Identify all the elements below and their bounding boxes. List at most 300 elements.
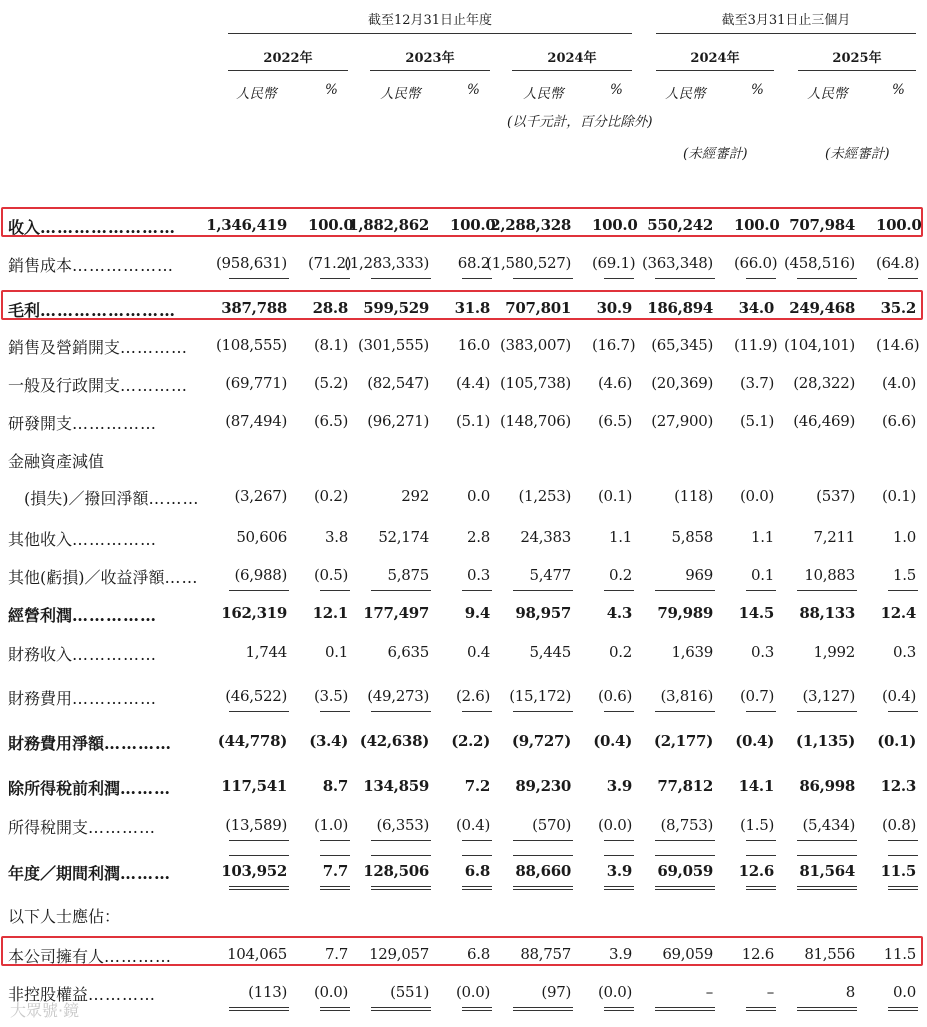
row-label (8, 335, 188, 358)
year-2024-rule (512, 70, 632, 71)
percent-cell: (3.5) (313, 687, 348, 705)
percent-cell: (0.1) (597, 487, 632, 505)
percent-cell: (1.5) (739, 816, 774, 834)
percent-cell: 8.7 (322, 777, 348, 795)
total-rule-top (320, 855, 350, 856)
leader-dots: ……………… (72, 256, 175, 275)
amount-cell: 24,383 (520, 528, 571, 546)
subtotal-rule (320, 278, 350, 279)
amount-cell: 50,606 (236, 528, 287, 546)
total-double-rule (604, 886, 634, 890)
percent-cell: 6.8 (467, 945, 490, 963)
amount-cell: (9,727) (511, 732, 571, 750)
percent-cell: (64.8) (876, 254, 920, 272)
percent-cell: 1.1 (609, 528, 632, 546)
amount-cell: 1,639 (671, 643, 713, 661)
row-label-text: 財務收入 (8, 645, 73, 664)
percent-cell: 0.0 (893, 983, 916, 1001)
leader-dots: …………… (72, 645, 158, 664)
group-header-year-rule (228, 33, 632, 34)
amount-cell: 2,288,328 (490, 216, 571, 234)
amount-cell: 98,957 (515, 604, 571, 622)
amount-cell: (1,283,333) (344, 254, 429, 272)
row-label (8, 527, 157, 550)
percent-cell: (0.0) (313, 983, 348, 1001)
amount-cell: 89,230 (515, 777, 571, 795)
leader-dots: ………… (104, 947, 173, 966)
watermark: 大眾號·鏡 (10, 1001, 80, 1020)
subtotal-rule (513, 278, 573, 279)
unaudited-q2025: (未經審計) (825, 146, 890, 162)
percent-cell: 7.2 (464, 777, 490, 795)
amount-cell: 128,506 (363, 862, 429, 880)
percent-cell: (2.2) (451, 732, 490, 750)
row-label (8, 731, 172, 754)
amount-cell: (13,589) (225, 816, 287, 834)
row-label-text: 財務費用淨額 (8, 734, 105, 753)
percent-cell: (0.1) (877, 732, 916, 750)
row-label (8, 904, 120, 927)
total-double-rule (462, 886, 492, 890)
amount-cell: 707,984 (789, 216, 855, 234)
row-label (8, 253, 174, 276)
amount-cell: 77,812 (657, 777, 713, 795)
total-double-rule (462, 1007, 492, 1011)
percent-cell: (0.1) (881, 487, 916, 505)
amount-cell: 81,564 (799, 862, 855, 880)
total-double-rule (513, 886, 573, 890)
subtotal-rule (371, 278, 431, 279)
subtotal-rule (797, 278, 857, 279)
percent-cell: (0.0) (739, 487, 774, 505)
unit-note: (以千元計，百分比除外) (507, 114, 653, 130)
row-label-text: 其他收入 (8, 530, 73, 549)
subtotal-rule (462, 590, 492, 591)
percent-cell: 34.0 (738, 299, 774, 317)
percent-cell: 0.3 (893, 643, 916, 661)
percent-cell: 12.6 (738, 862, 774, 880)
amount-cell: 69,059 (657, 862, 713, 880)
percent-cell: (16.7) (592, 336, 636, 354)
amount-cell: 79,989 (657, 604, 713, 622)
row-label (8, 486, 200, 509)
row-label-text: 以下人士應佔： (8, 907, 121, 926)
percent-cell: – (766, 983, 774, 1001)
percent-cell: 0.1 (751, 566, 774, 584)
subtotal-rule (888, 840, 918, 841)
subtotal-rule (797, 840, 857, 841)
amount-cell: 117,541 (221, 777, 287, 795)
total-double-rule (371, 886, 431, 890)
percent-cell: 7.7 (322, 862, 348, 880)
amount-cell: (458,516) (783, 254, 855, 272)
amount-cell: 5,445 (529, 643, 571, 661)
percent-cell: 100.0 (734, 216, 780, 234)
subtotal-rule (371, 711, 431, 712)
amount-cell: (96,271) (367, 412, 429, 430)
amount-cell: (958,631) (215, 254, 287, 272)
row-label (8, 449, 104, 472)
percent-cell: 0.3 (751, 643, 774, 661)
amount-cell: 7,211 (813, 528, 855, 546)
amount-cell: (105,738) (499, 374, 571, 392)
amount-cell: 162,319 (221, 604, 287, 622)
percent-cell: 35.2 (880, 299, 916, 317)
subtotal-rule (604, 590, 634, 591)
currency-2024: 人民幣 (523, 86, 564, 102)
percent-cell: 0.3 (467, 566, 490, 584)
percent-cell: (0.0) (455, 983, 490, 1001)
row-label-text: 所得稅開支 (8, 818, 89, 837)
total-double-rule (797, 1007, 857, 1011)
subtotal-rule (797, 711, 857, 712)
total-double-rule (797, 886, 857, 890)
row-label (8, 642, 157, 665)
percent-2022: % (325, 82, 338, 98)
percent-cell: 6.8 (464, 862, 490, 880)
percent-cell: 68.2 (457, 254, 490, 272)
percent-cell: (1.0) (313, 816, 348, 834)
total-double-rule (371, 1007, 431, 1011)
subtotal-rule (604, 711, 634, 712)
amount-cell: 5,875 (387, 566, 429, 584)
subtotal-rule (229, 711, 289, 712)
percent-cell: 1.1 (751, 528, 774, 546)
row-label-text: 一般及行政開支 (8, 376, 121, 395)
group-header-quarter-rule (656, 33, 916, 34)
amount-cell: (15,172) (509, 687, 571, 705)
amount-cell: 249,468 (789, 299, 855, 317)
row-label (8, 861, 171, 884)
percent-cell: 7.7 (325, 945, 348, 963)
row-label (8, 373, 188, 396)
total-double-rule (746, 1007, 776, 1011)
percent-cell: 14.5 (738, 604, 774, 622)
total-double-rule (655, 886, 715, 890)
subtotal-rule (797, 590, 857, 591)
total-rule-top (604, 855, 634, 856)
percent-cell: (0.0) (597, 983, 632, 1001)
amount-cell: 292 (401, 487, 429, 505)
amount-cell: 88,660 (515, 862, 571, 880)
subtotal-rule (229, 840, 289, 841)
amount-cell: (49,273) (367, 687, 429, 705)
percent-cell: (0.5) (313, 566, 348, 584)
quarter-2025: 2025年 (832, 51, 882, 66)
percent-cell: 1.5 (893, 566, 916, 584)
row-label (8, 686, 157, 709)
leader-dots: …………… (72, 414, 158, 433)
amount-cell: (20,369) (651, 374, 713, 392)
percent-cell: 3.9 (606, 862, 632, 880)
amount-cell: (108,555) (215, 336, 287, 354)
percent-cell: (0.0) (597, 816, 632, 834)
row-label-text: 財務費用 (8, 689, 73, 708)
year-2023-rule (370, 70, 490, 71)
row-label-text: 研發開支 (8, 414, 73, 433)
subtotal-rule (462, 840, 492, 841)
amount-cell: (82,547) (367, 374, 429, 392)
row-label-text: 除所得稅前利潤 (8, 779, 121, 798)
row-label-text: 非控股權益 (8, 985, 89, 1004)
amount-cell: (5,434) (802, 816, 855, 834)
amount-cell: (65,345) (651, 336, 713, 354)
amount-cell: (3,816) (660, 687, 713, 705)
percent-cell: 100.0 (592, 216, 638, 234)
row-label-text: 本公司擁有人 (8, 947, 105, 966)
percent-cell: 3.9 (606, 777, 632, 795)
amount-cell: 69,059 (662, 945, 713, 963)
leader-dots: …………… (72, 530, 158, 549)
total-double-rule (888, 886, 918, 890)
total-rule-top (797, 855, 857, 856)
row-label-text: 經營利潤 (8, 606, 73, 625)
percent-cell: (6.5) (313, 412, 348, 430)
amount-cell: 550,242 (647, 216, 713, 234)
leader-dots: …………………… (40, 301, 177, 320)
percent-cell: 12.1 (312, 604, 348, 622)
percent-cell: 12.6 (741, 945, 774, 963)
amount-cell: (3,267) (234, 487, 287, 505)
percent-cell: (71.2) (308, 254, 352, 272)
group-header-quarter: 截至3月31日止三個月 (721, 13, 851, 28)
year-2022-rule (228, 70, 348, 71)
percent-cell: (66.0) (734, 254, 778, 272)
amount-cell: 1,744 (245, 643, 287, 661)
amount-cell: 387,788 (221, 299, 287, 317)
subtotal-rule (888, 711, 918, 712)
subtotal-rule (746, 590, 776, 591)
amount-cell: 5,858 (671, 528, 713, 546)
amount-cell: (97) (541, 983, 571, 1001)
percent-cell: (4.4) (455, 374, 490, 392)
percent-cell: (0.4) (735, 732, 774, 750)
amount-cell: (27,900) (651, 412, 713, 430)
total-rule-top (655, 855, 715, 856)
percent-cell: 3.8 (325, 528, 348, 546)
percent-cell: 14.1 (738, 777, 774, 795)
percent-cell: (3.4) (309, 732, 348, 750)
row-label (8, 603, 157, 626)
group-header-year: 截至12月31日止年度 (367, 13, 493, 28)
year-2022: 2022年 (263, 51, 313, 66)
subtotal-rule (371, 590, 431, 591)
percent-cell: (4.6) (597, 374, 632, 392)
amount-cell: 103,952 (221, 862, 287, 880)
subtotal-rule (655, 711, 715, 712)
percent-cell: (3.7) (739, 374, 774, 392)
percent-cell: 0.4 (467, 643, 490, 661)
row-label-text: 金融資產減值 (8, 452, 105, 471)
total-double-rule (513, 1007, 573, 1011)
percent-cell: (6.6) (881, 412, 916, 430)
amount-cell: 129,057 (369, 945, 429, 963)
subtotal-rule (513, 590, 573, 591)
year-2023: 2023年 (405, 51, 455, 66)
amount-cell: (28,322) (793, 374, 855, 392)
amount-cell: (46,469) (793, 412, 855, 430)
percent-cell: (5.1) (455, 412, 490, 430)
subtotal-rule (655, 278, 715, 279)
subtotal-rule (746, 711, 776, 712)
amount-cell: 1,346,419 (206, 216, 287, 234)
subtotal-rule (513, 840, 573, 841)
percent-q2025: % (892, 82, 905, 98)
percent-cell: (0.4) (881, 687, 916, 705)
total-rule-top (462, 855, 492, 856)
row-label (8, 565, 199, 588)
percent-cell: 0.1 (325, 643, 348, 661)
amount-cell: (537) (816, 487, 855, 505)
percent-cell: (0.8) (881, 816, 916, 834)
percent-cell: (5.1) (739, 412, 774, 430)
amount-cell: (1,135) (795, 732, 855, 750)
row-label (8, 215, 176, 238)
amount-cell: (1,580,527) (486, 254, 571, 272)
row-label-text: 毛利 (8, 301, 41, 320)
subtotal-rule (513, 711, 573, 712)
row-label-text: 年度／期間利潤 (8, 864, 121, 883)
amount-cell: (42,638) (359, 732, 429, 750)
subtotal-rule (371, 840, 431, 841)
leader-dots: ………… (120, 376, 189, 395)
total-double-rule (604, 1007, 634, 1011)
percent-cell: (8.1) (313, 336, 348, 354)
leader-dots: ……… (120, 864, 172, 883)
percent-cell: 100.0 (876, 216, 922, 234)
subtotal-rule (320, 590, 350, 591)
percent-cell: 9.4 (464, 604, 490, 622)
percent-cell: 1.0 (893, 528, 916, 546)
percent-2024: % (610, 82, 623, 98)
amount-cell: 186,894 (647, 299, 713, 317)
leader-dots: ……… (148, 489, 200, 508)
row-label-text: 其他(虧損)／收益淨額 (8, 568, 165, 587)
row-label-text: 收入 (8, 218, 41, 237)
leader-dots: …………… (72, 606, 158, 625)
leader-dots: ………… (120, 338, 189, 357)
row-label (8, 815, 156, 838)
row-label (8, 944, 172, 967)
total-rule-top (746, 855, 776, 856)
percent-cell: (11.9) (734, 336, 778, 354)
amount-cell: 81,556 (804, 945, 855, 963)
percent-cell: (2.6) (455, 687, 490, 705)
amount-cell: (46,522) (225, 687, 287, 705)
leader-dots: …………………… (40, 218, 177, 237)
amount-cell: (551) (390, 983, 429, 1001)
leader-dots: ……… (120, 779, 172, 798)
amount-cell: (383,007) (499, 336, 571, 354)
row-label (8, 776, 171, 799)
amount-cell: 599,529 (363, 299, 429, 317)
percent-cell: 2.8 (467, 528, 490, 546)
subtotal-rule (888, 278, 918, 279)
amount-cell: (104,101) (783, 336, 855, 354)
total-double-rule (888, 1007, 918, 1011)
currency-2022: 人民幣 (236, 86, 277, 102)
percent-cell: (14.6) (876, 336, 920, 354)
row-label-text: 銷售成本 (8, 256, 73, 275)
currency-q2024: 人民幣 (665, 86, 706, 102)
subtotal-rule (320, 711, 350, 712)
percent-cell: 16.0 (457, 336, 490, 354)
amount-cell: 1,882,862 (348, 216, 429, 234)
amount-cell: 177,497 (363, 604, 429, 622)
currency-q2025: 人民幣 (807, 86, 848, 102)
percent-2023: % (467, 82, 480, 98)
percent-cell: 11.5 (883, 945, 916, 963)
percent-cell: (5.2) (313, 374, 348, 392)
percent-cell: 100.0 (308, 216, 354, 234)
percent-cell: 12.4 (880, 604, 916, 622)
subtotal-rule (320, 840, 350, 841)
amount-cell: 86,998 (799, 777, 855, 795)
amount-cell: (1,253) (518, 487, 571, 505)
subtotal-rule (746, 278, 776, 279)
percent-cell: (0.4) (455, 816, 490, 834)
amount-cell: (363,348) (641, 254, 713, 272)
total-double-rule (229, 886, 289, 890)
total-double-rule (229, 1007, 289, 1011)
total-rule-top (888, 855, 918, 856)
amount-cell: (8,753) (660, 816, 713, 834)
amount-cell: 134,859 (363, 777, 429, 795)
amount-cell: 6,635 (387, 643, 429, 661)
amount-cell: (118) (674, 487, 713, 505)
quarter-2024-rule (656, 70, 774, 71)
total-rule-top (371, 855, 431, 856)
leader-dots: ………… (104, 734, 173, 753)
percent-cell: (0.7) (739, 687, 774, 705)
total-double-rule (746, 886, 776, 890)
amount-cell: 88,133 (799, 604, 855, 622)
percent-cell: 3.9 (609, 945, 632, 963)
amount-cell: (87,494) (225, 412, 287, 430)
amount-cell: (44,778) (217, 732, 287, 750)
amount-cell: (570) (532, 816, 571, 834)
subtotal-rule (462, 711, 492, 712)
amount-cell: 10,883 (804, 566, 855, 584)
quarter-2025-rule (798, 70, 916, 71)
amount-cell: (2,177) (653, 732, 713, 750)
total-rule-top (229, 855, 289, 856)
amount-cell: (6,353) (376, 816, 429, 834)
total-rule-top (513, 855, 573, 856)
amount-cell: (69,771) (225, 374, 287, 392)
percent-cell: 0.2 (609, 566, 632, 584)
amount-cell: (301,555) (357, 336, 429, 354)
percent-q2024: % (751, 82, 764, 98)
subtotal-rule (655, 590, 715, 591)
percent-cell: 30.9 (596, 299, 632, 317)
percent-cell: (0.4) (593, 732, 632, 750)
amount-cell: 104,065 (227, 945, 287, 963)
percent-cell: 0.0 (467, 487, 490, 505)
percent-cell: 11.5 (880, 862, 916, 880)
percent-cell: (0.6) (597, 687, 632, 705)
row-label-text: (損失)／撥回淨額 (8, 489, 149, 508)
percent-cell: (69.1) (592, 254, 636, 272)
percent-cell: (0.2) (313, 487, 348, 505)
amount-cell: (6,988) (234, 566, 287, 584)
subtotal-rule (655, 840, 715, 841)
percent-cell: 0.2 (609, 643, 632, 661)
amount-cell: 707,801 (505, 299, 571, 317)
amount-cell: 88,757 (520, 945, 571, 963)
amount-cell: (113) (248, 983, 287, 1001)
currency-2023: 人民幣 (380, 86, 421, 102)
